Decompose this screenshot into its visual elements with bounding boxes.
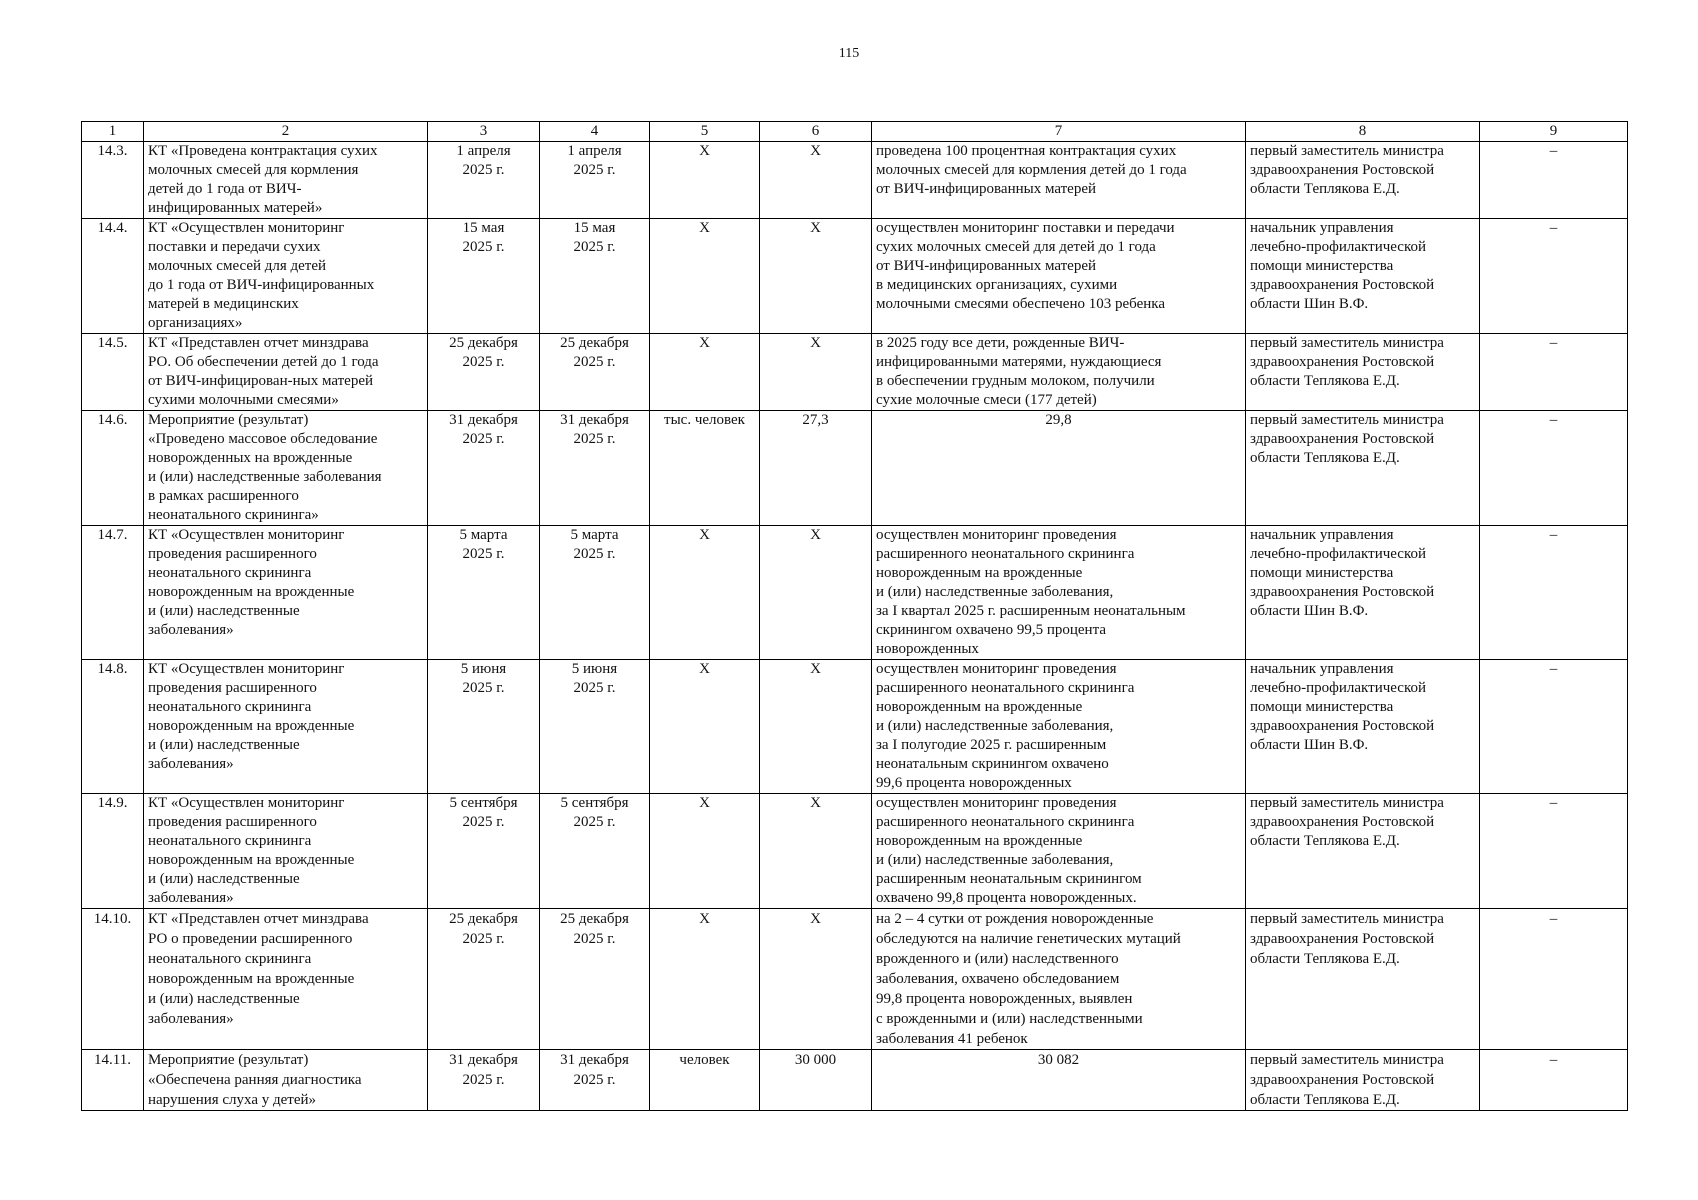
row-number-cell: 14.3. (82, 142, 144, 219)
table-row (82, 660, 1628, 794)
note-cell: – (1480, 1050, 1628, 1111)
end-date-cell: 25 декабря 2025 г. (540, 334, 650, 411)
row-number-cell: 14.7. (82, 526, 144, 660)
plan-value-cell: Х (760, 334, 872, 411)
table-body (82, 142, 1628, 1111)
column-header: 4 (540, 122, 650, 142)
unit-cell: Х (650, 526, 760, 660)
responsible-cell: первый заместитель министра здравоохранения Ростовской области Теплякова Е.Д. (1246, 1050, 1480, 1111)
result-cell: осуществлен мониторинг поставки и передачи сухих молочных смесей для детей до 1 года от ВИЧ-инфицированных матерей в медицинских организациях, сухими молочными смесями обеспечено 103 ребенка (872, 219, 1246, 334)
unit-cell: человек (650, 1050, 760, 1111)
start-date-cell: 15 мая 2025 г. (428, 219, 540, 334)
result-cell: осуществлен мониторинг проведения расширенного неонатального скрининга новорожденным на врожденные и (или) наследственные заболевания, за I квартал 2025 г. расширенным неонатальным скринингом охвачено 99,5 процента новорожденных (872, 526, 1246, 660)
responsible-cell: первый заместитель министра здравоохранения Ростовской области Теплякова Е.Д. (1246, 411, 1480, 526)
result-cell: на 2 – 4 сутки от рождения новорожденные обследуются на наличие генетических мутаций врожденного и (или) наследственного заболевания, охвачено обследованием 99,8 процента новорожденных, выявлен с врожденными и (или) наследственными заболевания 41 ребенок (872, 909, 1246, 1050)
responsible-cell: начальник управления лечебно-профилактической помощи министерства здравоохранения Ростовской области Шин В.Ф. (1246, 219, 1480, 334)
end-date-cell: 5 сентября 2025 г. (540, 794, 650, 909)
item-name-cell: КТ «Осуществлен мониторинг поставки и передачи сухих молочных смесей для детей до 1 года от ВИЧ-инфицированных матерей в медицинских организациях» (144, 219, 428, 334)
result-cell: осуществлен мониторинг проведения расширенного неонатального скрининга новорожденным на врожденные и (или) наследственные заболевания, за I полугодие 2025 г. расширенным неонатальным скринингом охвачено 99,6 процента новорожденных (872, 660, 1246, 794)
column-header: 9 (1480, 122, 1628, 142)
item-name-cell: Мероприятие (результат) «Проведено массовое обследование новорожденных на врожденные и (или) наследственные заболевания в рамках расширенного неонатального скрининга» (144, 411, 428, 526)
plan-value-cell: Х (760, 909, 872, 1050)
item-name-cell: КТ «Осуществлен мониторинг проведения расширенного неонатального скрининга новорожденным на врожденные и (или) наследственные заболевания» (144, 794, 428, 909)
end-date-cell: 31 декабря 2025 г. (540, 411, 650, 526)
column-header: 2 (144, 122, 428, 142)
item-name-cell: КТ «Проведена контрактация сухих молочных смесей для кормления детей до 1 года от ВИЧ- инфицированных матерей» (144, 142, 428, 219)
start-date-cell: 5 июня 2025 г. (428, 660, 540, 794)
responsible-cell: первый заместитель министра здравоохранения Ростовской области Теплякова Е.Д. (1246, 334, 1480, 411)
table-row (82, 142, 1628, 219)
row-number-cell: 14.11. (82, 1050, 144, 1111)
start-date-cell: 5 сентября 2025 г. (428, 794, 540, 909)
plan-value-cell: Х (760, 526, 872, 660)
note-cell: – (1480, 660, 1628, 794)
unit-cell: Х (650, 660, 760, 794)
note-cell: – (1480, 526, 1628, 660)
result-cell: 29,8 (872, 411, 1246, 526)
item-name-cell: КТ «Представлен отчет минздрава РО о проведении расширенного неонатального скрининга новорожденным на врожденные и (или) наследственные заболевания» (144, 909, 428, 1050)
item-name-cell: КТ «Осуществлен мониторинг проведения расширенного неонатального скрининга новорожденным на врожденные и (или) наследственные заболевания» (144, 526, 428, 660)
unit-cell: Х (650, 142, 760, 219)
row-number-cell: 14.9. (82, 794, 144, 909)
note-cell: – (1480, 142, 1628, 219)
responsible-cell: первый заместитель министра здравоохранения Ростовской области Теплякова Е.Д. (1246, 794, 1480, 909)
plan-value-cell: Х (760, 142, 872, 219)
column-header: 3 (428, 122, 540, 142)
start-date-cell: 31 декабря 2025 г. (428, 411, 540, 526)
table-row (82, 411, 1628, 526)
page-number: 115 (838, 46, 860, 61)
column-header: 7 (872, 122, 1246, 142)
unit-cell: Х (650, 334, 760, 411)
row-number-cell: 14.10. (82, 909, 144, 1050)
responsible-cell: начальник управления лечебно-профилактической помощи министерства здравоохранения Ростовской области Шин В.Ф. (1246, 526, 1480, 660)
responsible-cell: первый заместитель министра здравоохранения Ростовской области Теплякова Е.Д. (1246, 142, 1480, 219)
column-number-row (82, 122, 1628, 142)
end-date-cell: 15 мая 2025 г. (540, 219, 650, 334)
end-date-cell: 31 декабря 2025 г. (540, 1050, 650, 1111)
note-cell: – (1480, 219, 1628, 334)
note-cell: – (1480, 334, 1628, 411)
column-header: 5 (650, 122, 760, 142)
end-date-cell: 5 июня 2025 г. (540, 660, 650, 794)
table-row (82, 219, 1628, 334)
item-name-cell: Мероприятие (результат) «Обеспечена ранняя диагностика нарушения слуха у детей» (144, 1050, 428, 1111)
row-number-cell: 14.4. (82, 219, 144, 334)
note-cell: – (1480, 909, 1628, 1050)
table-row (82, 909, 1628, 1050)
result-cell: проведена 100 процентная контрактация сухих молочных смесей для кормления детей до 1 года от ВИЧ-инфицированных матерей (872, 142, 1246, 219)
item-name-cell: КТ «Осуществлен мониторинг проведения расширенного неонатального скрининга новорожденным на врожденные и (или) наследственные заболевания» (144, 660, 428, 794)
column-header: 6 (760, 122, 872, 142)
start-date-cell: 25 декабря 2025 г. (428, 334, 540, 411)
start-date-cell: 1 апреля 2025 г. (428, 142, 540, 219)
plan-value-cell: Х (760, 794, 872, 909)
plan-value-cell: 27,3 (760, 411, 872, 526)
unit-cell: Х (650, 794, 760, 909)
unit-cell: Х (650, 909, 760, 1050)
end-date-cell: 25 декабря 2025 г. (540, 909, 650, 1050)
plan-value-cell: Х (760, 219, 872, 334)
plan-value-cell: Х (760, 660, 872, 794)
item-name-cell: КТ «Представлен отчет минздрава РО. Об обеспечении детей до 1 года от ВИЧ-инфицирован-ных матерей сухими молочными смесями» (144, 334, 428, 411)
end-date-cell: 1 апреля 2025 г. (540, 142, 650, 219)
table-row (82, 526, 1628, 660)
responsible-cell: первый заместитель министра здравоохранения Ростовской области Теплякова Е.Д. (1246, 909, 1480, 1050)
plan-value-cell: 30 000 (760, 1050, 872, 1111)
end-date-cell: 5 марта 2025 г. (540, 526, 650, 660)
start-date-cell: 5 марта 2025 г. (428, 526, 540, 660)
column-header: 8 (1246, 122, 1480, 142)
note-cell: – (1480, 794, 1628, 909)
start-date-cell: 25 декабря 2025 г. (428, 909, 540, 1050)
unit-cell: Х (650, 219, 760, 334)
start-date-cell: 31 декабря 2025 г. (428, 1050, 540, 1111)
column-header: 1 (82, 122, 144, 142)
results-table (81, 121, 1628, 1111)
result-cell: в 2025 году все дети, рожденные ВИЧ- инфицированными матерями, нуждающиеся в обеспечении грудным молоком, получили сухие молочные смеси (177 детей) (872, 334, 1246, 411)
note-cell: – (1480, 411, 1628, 526)
table-row (82, 1050, 1628, 1111)
table-row (82, 334, 1628, 411)
result-cell: 30 082 (872, 1050, 1246, 1111)
result-cell: осуществлен мониторинг проведения расширенного неонатального скрининга новорожденным на врожденные и (или) наследственные заболевания, расширенным неонатальным скринингом охвачено 99,8 процента новорожденных. (872, 794, 1246, 909)
row-number-cell: 14.5. (82, 334, 144, 411)
table-row (82, 794, 1628, 909)
row-number-cell: 14.6. (82, 411, 144, 526)
unit-cell: тыс. человек (650, 411, 760, 526)
responsible-cell: начальник управления лечебно-профилактической помощи министерства здравоохранения Ростовской области Шин В.Ф. (1246, 660, 1480, 794)
row-number-cell: 14.8. (82, 660, 144, 794)
